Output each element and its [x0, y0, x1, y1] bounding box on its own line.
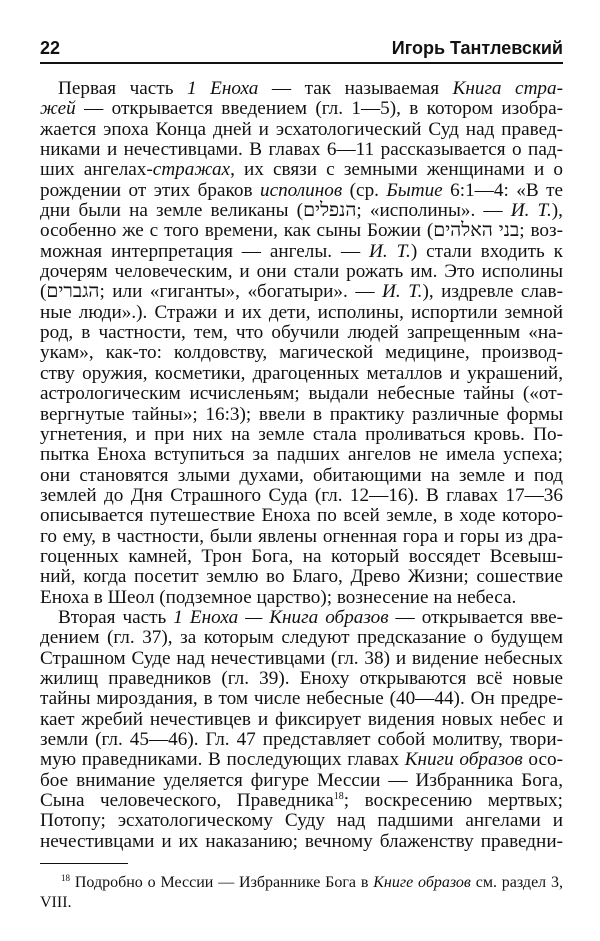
italic-text: Книга стра- [452, 78, 563, 99]
text-run: 6:1—4: «В те [442, 179, 563, 201]
text-run: Потопу; эсхатологическому Суду над падшими ангелами и [40, 810, 563, 832]
text-line [40, 791, 563, 811]
text-run: рождении от этих браков [40, 179, 260, 201]
text-run: — так называемая [258, 78, 453, 99]
text-line [40, 384, 563, 404]
text-line [40, 486, 563, 506]
text-line [40, 466, 563, 486]
text-line [40, 99, 563, 119]
text-run: Еноха в Шеол (подземное царство); вознесение на небеса. [40, 586, 517, 608]
italic-text: 1 Еноха [186, 78, 259, 99]
text-run: ), издревле слав- [422, 281, 563, 303]
text-run: тайны мироздания, в том числе небесные (40—44). Он предре- [40, 688, 563, 710]
text-run: осо- [522, 749, 563, 771]
text-run: Подробно о Мессии — Избраннике Бога в [70, 874, 374, 891]
text-run: кает жребий нечестивцев и фиксирует видения новых небес и [40, 708, 563, 730]
text-line [40, 689, 563, 709]
italic-text: стражах [152, 159, 231, 181]
text-run: мую праведниками. В последующих главах [40, 749, 405, 771]
text-run: ших ангелах- [40, 159, 153, 181]
text-line [40, 527, 563, 547]
text-line [40, 79, 563, 99]
italic-text: Книги образов [404, 749, 523, 771]
italic-text: жей [40, 98, 76, 120]
text-run: VIII. [40, 894, 72, 911]
text-line [40, 750, 563, 770]
text-run: ) стали входить к [410, 240, 564, 262]
text-run: особенно же с того времени, как сыны Божии (⁧בני האלהים⁩; воз- [40, 220, 563, 242]
text-run: Страшном Суде над нечестивцами (гл. 38) и видение небесных [40, 647, 563, 669]
text-line [40, 323, 563, 343]
text-line [40, 547, 563, 567]
text-line [40, 282, 563, 302]
text-run: вергнутые тайны»; 16:3); ввели в практику различные формы [40, 403, 563, 425]
text-line [40, 832, 563, 852]
text-line [40, 730, 563, 750]
author-name: Игорь Тантлевский [391, 38, 563, 58]
text-line [40, 303, 563, 323]
text-line [40, 181, 563, 201]
text-run: землей до Дня Страшного Суда (гл. 12—16). В главах 17—36 [40, 484, 563, 506]
text-run: ные люди».). Стражи и их дети, исполины, испортили земной [40, 301, 563, 323]
text-line [40, 445, 563, 465]
text-run: ; воскресению мертвых; [343, 790, 564, 812]
text-run: дением (гл. 37), за которым следуют предсказание о будущем [40, 627, 563, 649]
italic-text: Книге образов [373, 874, 471, 891]
text-line [40, 242, 563, 262]
italic-text: И. Т. [510, 200, 552, 222]
italic-text: И. Т. [382, 281, 423, 303]
text-line [40, 405, 563, 425]
text-run: описывается путешествие Еноха по всей земле, в ходе которо- [40, 505, 563, 527]
body-text [40, 79, 563, 852]
running-header [40, 38, 563, 62]
footnote-rule [40, 863, 128, 864]
text-run: можная интерпретация — ангелы. — [40, 240, 370, 262]
italic-text: 1 Еноха — Книга образов [173, 606, 389, 628]
text-line [40, 649, 563, 669]
text-line [40, 221, 563, 241]
page-number: 22 [40, 38, 61, 58]
text-run: жилищ праведников (гл. 39). Еноху открываются всё новые [40, 667, 563, 689]
text-line [40, 567, 563, 587]
text-run: ), [551, 200, 563, 222]
footnote-marker: 18 [61, 873, 70, 883]
text-line [40, 628, 563, 648]
text-line [40, 343, 563, 363]
text-run: го ему, в частности, были явлены огненная гора и горы из дра- [40, 525, 563, 547]
text-run: см. раздел 3, [470, 874, 563, 891]
text-run: , их связи с земными женщинами и о [230, 159, 563, 181]
text-run: угнетения, и при них на земле стала проливаться кровь. По- [40, 423, 563, 445]
text-run: нечестивцами и их наказанию; вечному блаженству праведни- [40, 830, 563, 852]
text-run: род, в частности, тем, что обучили людей запрещенным «на- [40, 322, 563, 344]
text-run: жается эпоха Конца дней и эсхатологический Суд над правед- [40, 118, 563, 140]
text-run: дни были на земле великаны (⁧הנפלים⁩; «исполины». — [40, 200, 511, 222]
text-run: — открывается введением (гл. 1—5), в котором изобра- [75, 98, 563, 120]
text-run: Сына человеческого, Праведника [40, 790, 334, 812]
text-line [40, 893, 563, 913]
italic-text: Бытие [386, 179, 443, 201]
text-line [40, 364, 563, 384]
text-line [40, 160, 563, 180]
text-run: дочерям человеческим, и они стали рожать им. Это исполины [40, 261, 563, 283]
header-rule [40, 62, 563, 64]
text-line [40, 425, 563, 445]
text-run: ству оружия, косметики, драгоценных металлов и украшений, [40, 362, 563, 384]
text-line [40, 262, 563, 282]
text-run: (⁧הגברים⁩; или «гиганты», «богатыри». — [40, 281, 383, 303]
text-run: Вторая часть [58, 606, 174, 628]
text-run: никами и нечестивцами. В главах 6—11 рассказывается о пад- [40, 139, 563, 161]
text-line [40, 588, 563, 608]
text-line [40, 201, 563, 221]
text-run: укам», как-то: колдовству, магической медицине, производ- [40, 342, 563, 364]
text-run: астрологическим исчисленьям; выдали небесные тайны («от- [40, 383, 563, 405]
text-line [40, 771, 563, 791]
text-run: (ср. [342, 179, 387, 201]
text-line [40, 506, 563, 526]
text-run: гоценных камней, Трон Бога, на который воссядет Всевыш- [40, 545, 563, 567]
text-run: они становятся злыми духами, обитающими на земле и под [40, 464, 563, 486]
text-line [40, 140, 563, 160]
text-line [40, 120, 563, 140]
text-line [40, 811, 563, 831]
text-run: бое внимание уделяется фигуре Мессии — Избранника Бога, [40, 769, 563, 791]
text-run: — открывается вве- [388, 606, 563, 628]
text-line [40, 873, 563, 893]
text-run: пытка Еноха вступиться за падших ангелов не имела успеха; [40, 444, 563, 466]
text-line [40, 669, 563, 689]
text-run: земли (гл. 45—46). Гл. 47 представляет собой молитву, твори- [40, 729, 563, 750]
italic-text: И. Т. [369, 240, 411, 262]
italic-text: исполинов [259, 179, 343, 201]
footnote [40, 873, 563, 913]
text-run: Первая часть [58, 78, 187, 99]
text-line [40, 710, 563, 730]
text-run: ний, когда посетит землю во Благо, Древо Жизни; сошествие [40, 566, 563, 588]
text-line [40, 608, 563, 628]
footnote-marker: 18 [333, 791, 344, 803]
